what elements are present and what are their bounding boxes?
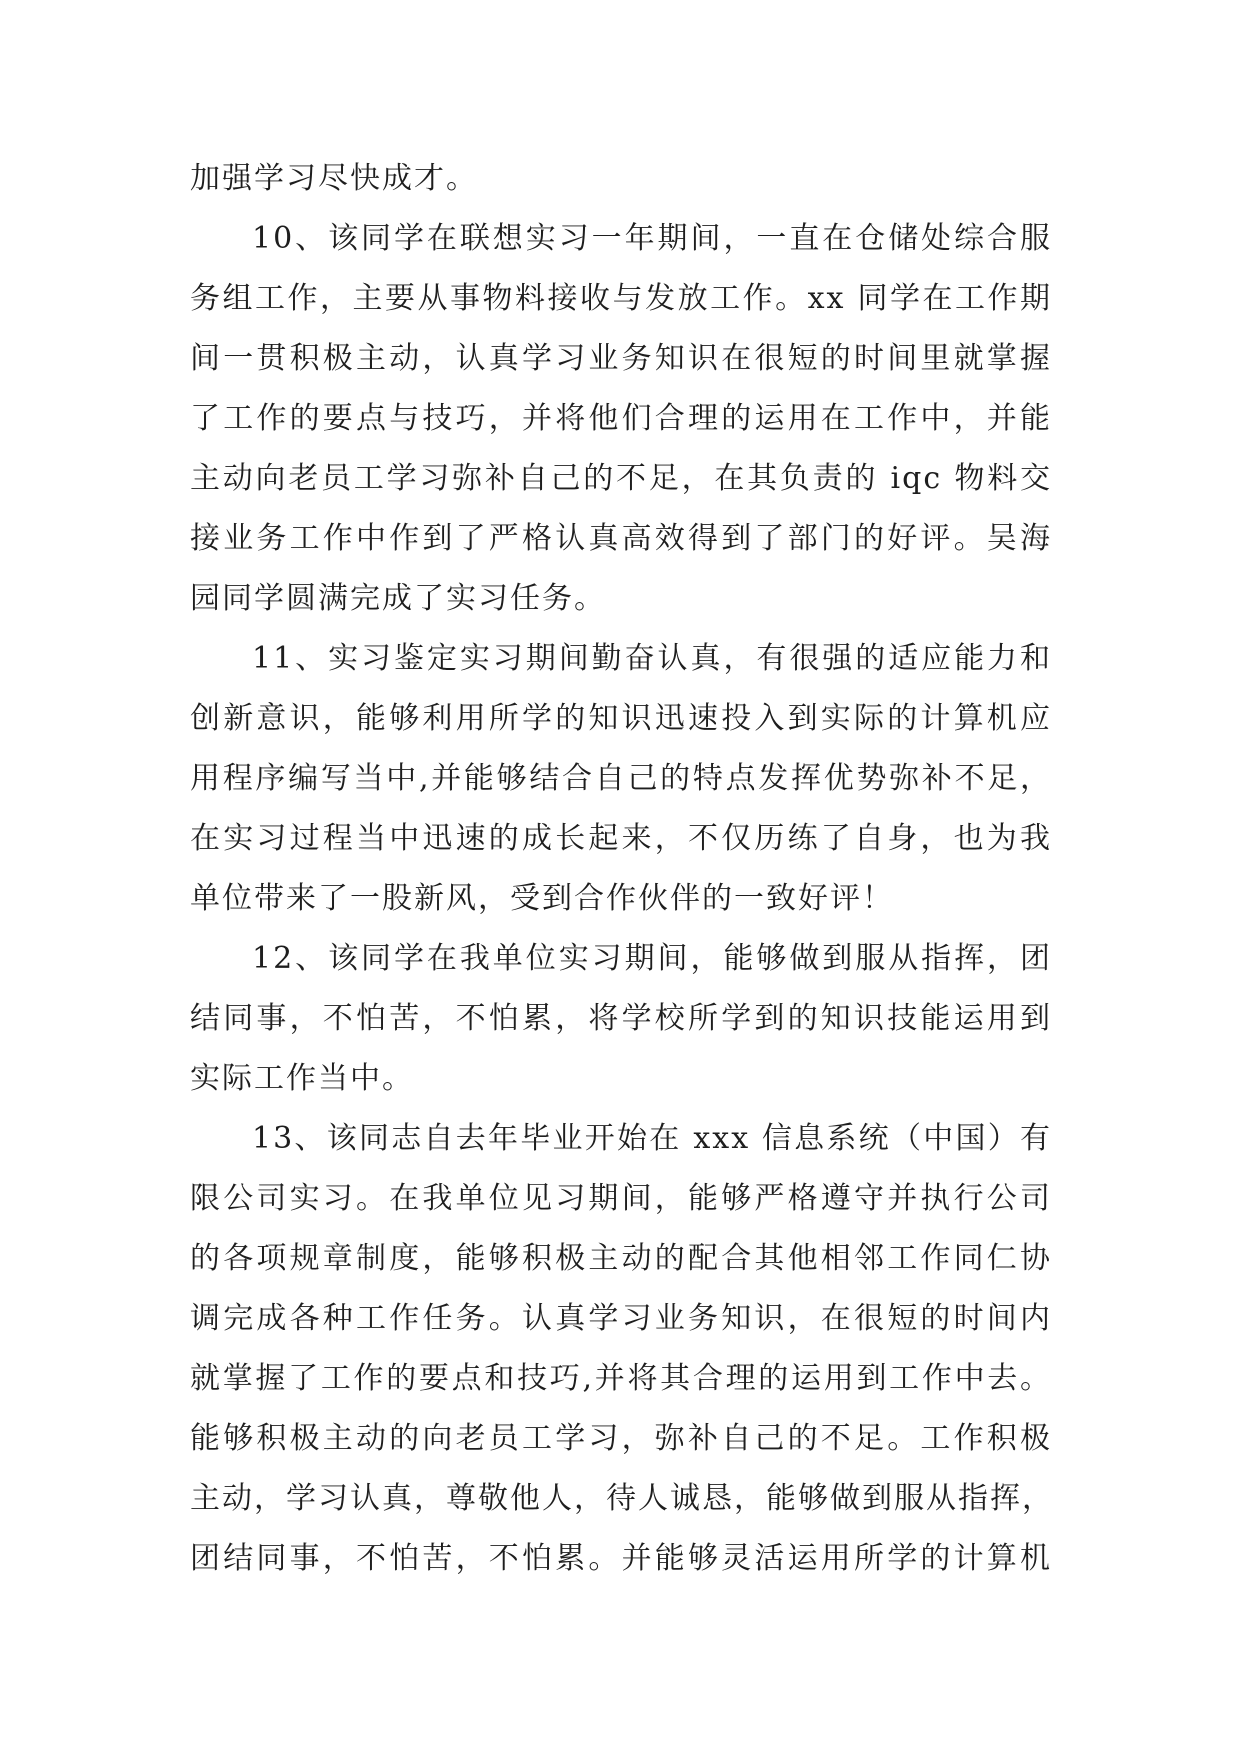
text-line: 调完成各种工作任务。认真学习业务知识，在很短的时间内 — [190, 1301, 1052, 1336]
text-line: 园同学圆满完成了实习任务。 — [190, 581, 606, 616]
text-line: 在实习过程当中迅速的成长起来，不仅历练了自身，也为我 — [190, 821, 1052, 856]
text-line: 能够积极主动的向老员工学习，弥补自己的不足。工作积极 — [190, 1421, 1052, 1456]
text-line: 限公司实习。在我单位见习期间，能够严格遵守并执行公司 — [190, 1181, 1052, 1216]
text-line: 主动向老员工学习弥补自己的不足，在其负责的 iqc 物料交 — [190, 461, 1052, 496]
text-line: 的各项规章制度，能够积极主动的配合其他相邻工作同仁协 — [190, 1241, 1052, 1276]
text-line: 务组工作，主要从事物料接收与发放工作。xx 同学在工作期 — [190, 281, 1052, 316]
text-line: 结同事，不怕苦，不怕累，将学校所学到的知识技能运用到 — [190, 1001, 1052, 1036]
text-line: 主动，学习认真，尊敬他人，待人诚恳，能够做到服从指挥， — [190, 1481, 1054, 1516]
document-page — [190, 158, 1052, 1598]
text-line: 13、该同志自去年毕业开始在 xxx 信息系统（中国）有 — [252, 1121, 1052, 1156]
text-line: 用程序编写当中,并能够结合自己的特点发挥优势弥补不足， — [190, 761, 1052, 796]
text-line: 创新意识，能够利用所学的知识迅速投入到实际的计算机应 — [190, 701, 1052, 736]
text-line: 12、该同学在我单位实习期间，能够做到服从指挥，团 — [252, 941, 1052, 976]
text-line: 实际工作当中。 — [190, 1061, 414, 1096]
text-line: 10、该同学在联想实习一年期间，一直在仓储处综合服 — [252, 221, 1052, 256]
text-line: 接业务工作中作到了严格认真高效得到了部门的好评。吴海 — [190, 521, 1052, 556]
text-line: 加强学习尽快成才。 — [190, 161, 478, 196]
text-line: 间一贯积极主动，认真学习业务知识在很短的时间里就掌握 — [190, 341, 1052, 376]
text-line: 了工作的要点与技巧，并将他们合理的运用在工作中，并能 — [190, 401, 1052, 436]
text-line: 团结同事，不怕苦，不怕累。并能够灵活运用所学的计算机 — [190, 1541, 1052, 1576]
text-line: 单位带来了一股新风，受到合作伙伴的一致好评！ — [190, 881, 894, 916]
text-line: 11、实习鉴定实习期间勤奋认真，有很强的适应能力和 — [252, 641, 1052, 676]
text-line: 就掌握了工作的要点和技巧,并将其合理的运用到工作中去。 — [190, 1361, 1052, 1396]
